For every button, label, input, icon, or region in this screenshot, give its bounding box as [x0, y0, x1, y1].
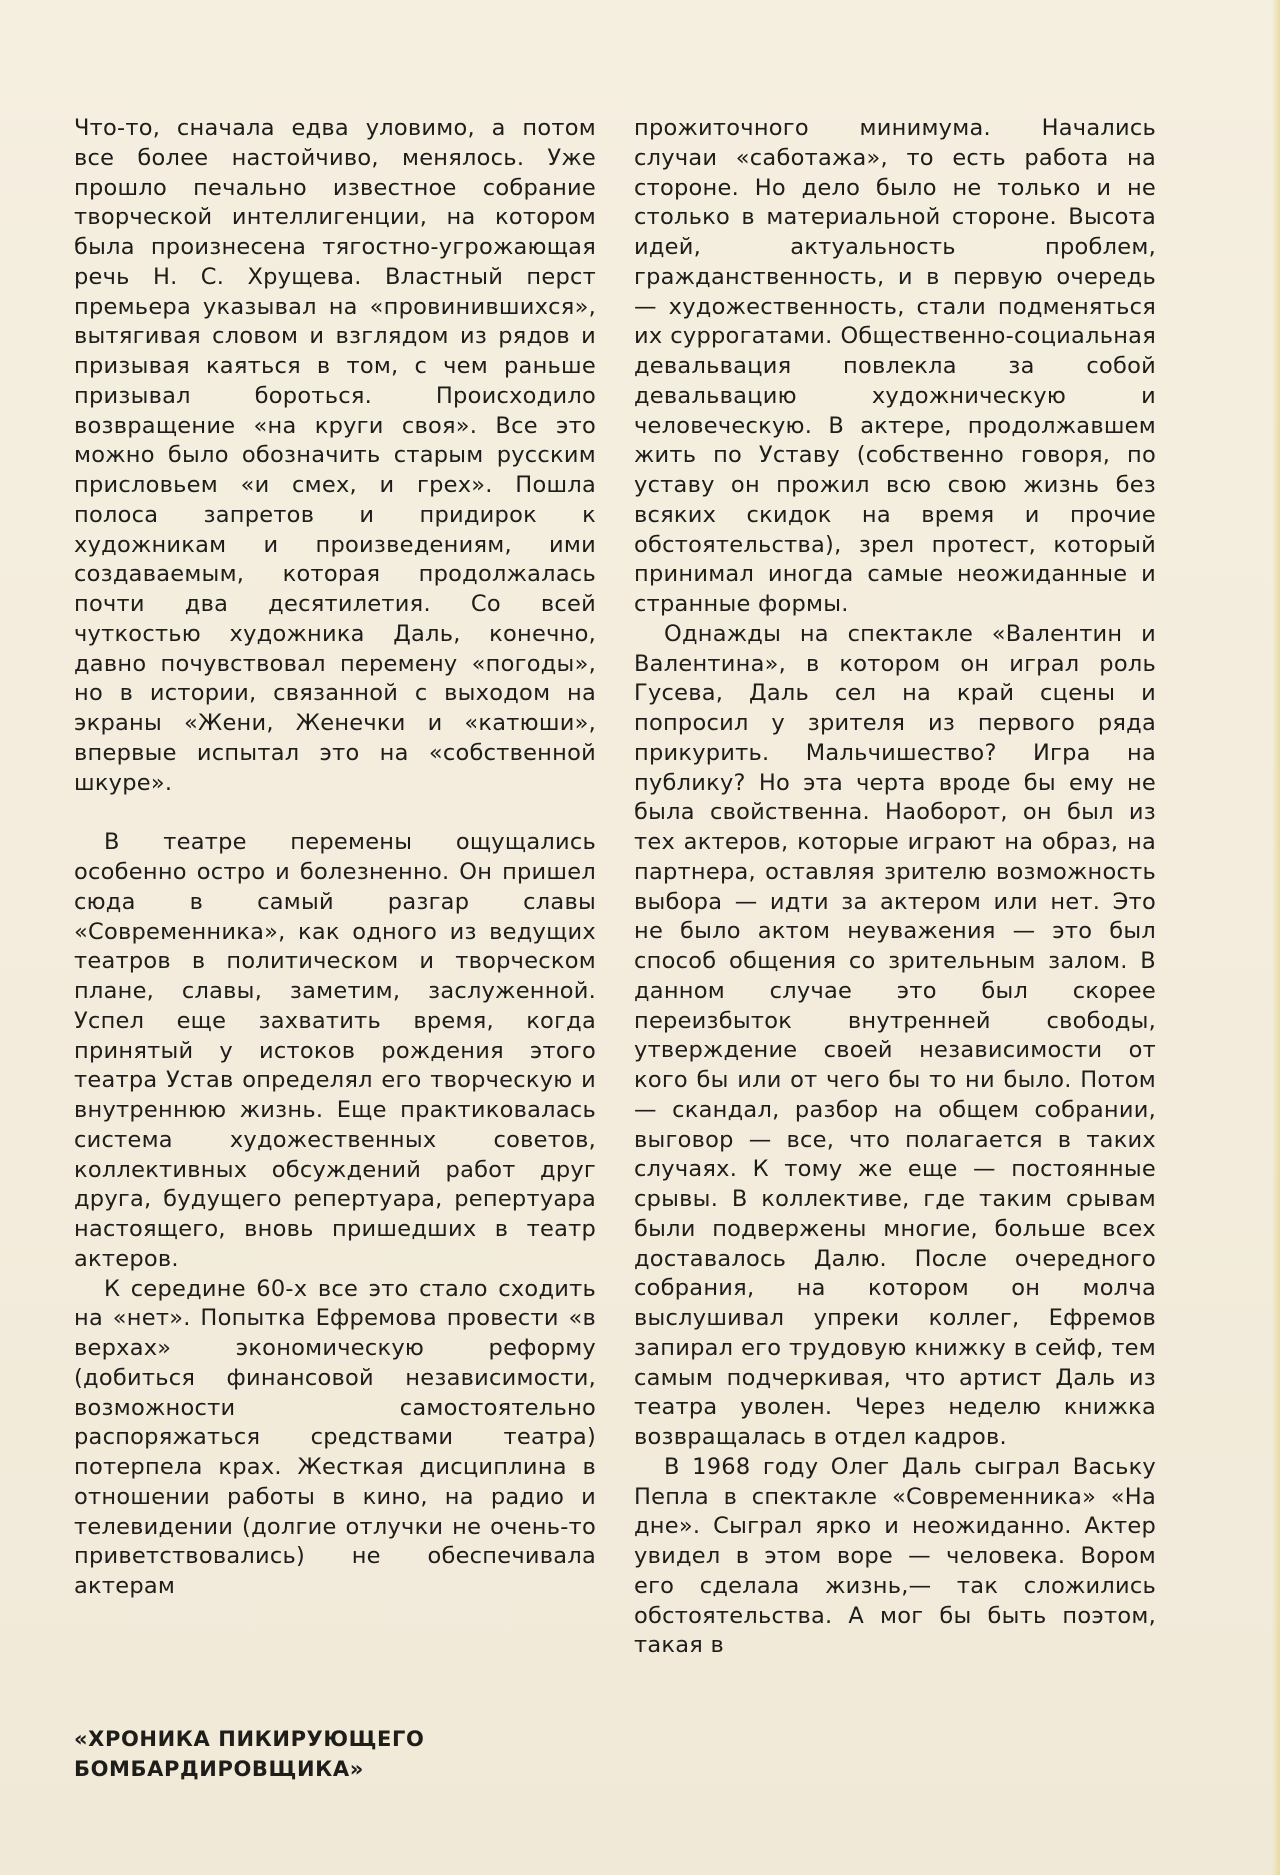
paragraph: прожиточного минимума. Начались случаи «саботажа», то есть работа на стороне. Но дело было не только и не столько в материальной стороне. Высота идей, актуальность проблем, гражданственность, и в первую очередь — художественность, стали подменяться их суррогатами. Общественно-социальная девальвация повлекла за собой девальвацию художническую и человеческую. В актере, продолжавшем жить по Уставу (собственно говоря, по уставу он прожил всю свою жизнь без всяких скидок на время и прочие обстоятельства), зрел протест, который принимал иногда самые неожиданные и странные формы. [634, 115, 1156, 617]
section-heading [74, 1724, 574, 1784]
section-heading-line-1: «ХРОНИКА ПИКИРУЮЩЕГО [74, 1727, 425, 1751]
page-edge [1272, 0, 1280, 1875]
paragraph: Однажды на спектакле «Валентин и Валентина», в котором он играл роль Гусева, Даль сел на край сцены и попросил у зрителя из первого ряда прикурить. Мальчишество? Игра на публику? Но эта черта вроде бы ему не была свойственна. Наоборот, он был из тех актеров, которые играют на образ, на партнера, оставляя зрителю возможность выбора — идти за актером или нет. Это не было актом неуважения — это был способ общения со зрительным залом. В данном случае это был скорее переизбыток внутренней свободы, утверждение своей независимости от кого бы или от чего бы то ни было. Потом — скандал, разбор на общем собрании, выговор — все, что полагается в таких случаях. К тому же еще — постоянные срывы. В коллективе, где таким срывам были подвержены многие, больше всех доставалось Далю. После очередного собрания, на котором он молча выслушивал упреки коллег, Ефремов запирал его трудовую книжку в сейф, тем самым подчеркивая, что артист Даль из театра уволен. Через неделю книжка возвращалась в отдел кадров. [634, 620, 1156, 1450]
paragraph: К середине 60-х все это стало сходить на «нет». Попытка Ефремова провести «в верхах» экономическую реформу (добиться финансовой независимости, возможности самостоятельно распоряжаться средствами театра) потерпела крах. Жесткая дисциплина в отношении работы в кино, на радио и телевидении (долгие отлучки не очень-то приветствовались) не обеспечивала актерам [74, 1275, 596, 1599]
paragraph: Что-то, сначала едва уловимо, а потом все более настойчиво, менялось. Уже прошло печально известное собрание творческой интеллигенции, на котором была произнесена тягостно-угрожающая речь Н. С. Хрущева. Властный перст премьера указывал на «провинившихся», вытягивая словом и взглядом из рядов и призывая каяться в том, с чем раньше призывал бороться. Происходило возвращение «на круги своя». Все это можно было обозначить старым русским присловьем «и смех, и грех». Пошла полоса запретов и придирок к художникам и произведениям, ими создаваемым, которая продолжалась почти два десятилетия. Со всей чуткостью художника Даль, конечно, давно почувствовал перемену «погоды», но в истории, связанной с выходом на экраны «Жени, Женечки и «катюши», впервые испытал это на «собственной шкуре». [74, 115, 596, 796]
paragraph: В 1968 году Олег Даль сыграл Ваську Пепла в спектакле «Современника» «На дне». Сыграл ярко и неожиданно. Актер увидел в этом воре — человека. Вором его сделала жизнь,— так сложились обстоятельства. А мог бы быть поэтом, такая в [634, 1453, 1156, 1659]
right-text-column [634, 114, 1156, 1661]
left-text-column [74, 114, 596, 1602]
paragraph: В театре перемены ощущались особенно остро и болезненно. Он пришел сюда в самый разгар славы «Современника», как одного из ведущих театров в политическом и творческом плане, славы, заметим, заслуженной. Успел еще захватить время, когда принятый у истоков рождения этого театра Устав определял его творческую и внутреннюю жизнь. Еще практиковалась система художественных советов, коллективных обсуждений работ друг друга, будущего репертуара, репертуара настоящего, вновь пришедших в театр актеров. [74, 829, 596, 1272]
section-heading-line-2: БОМБАРДИРОВЩИКА» [74, 1757, 364, 1781]
